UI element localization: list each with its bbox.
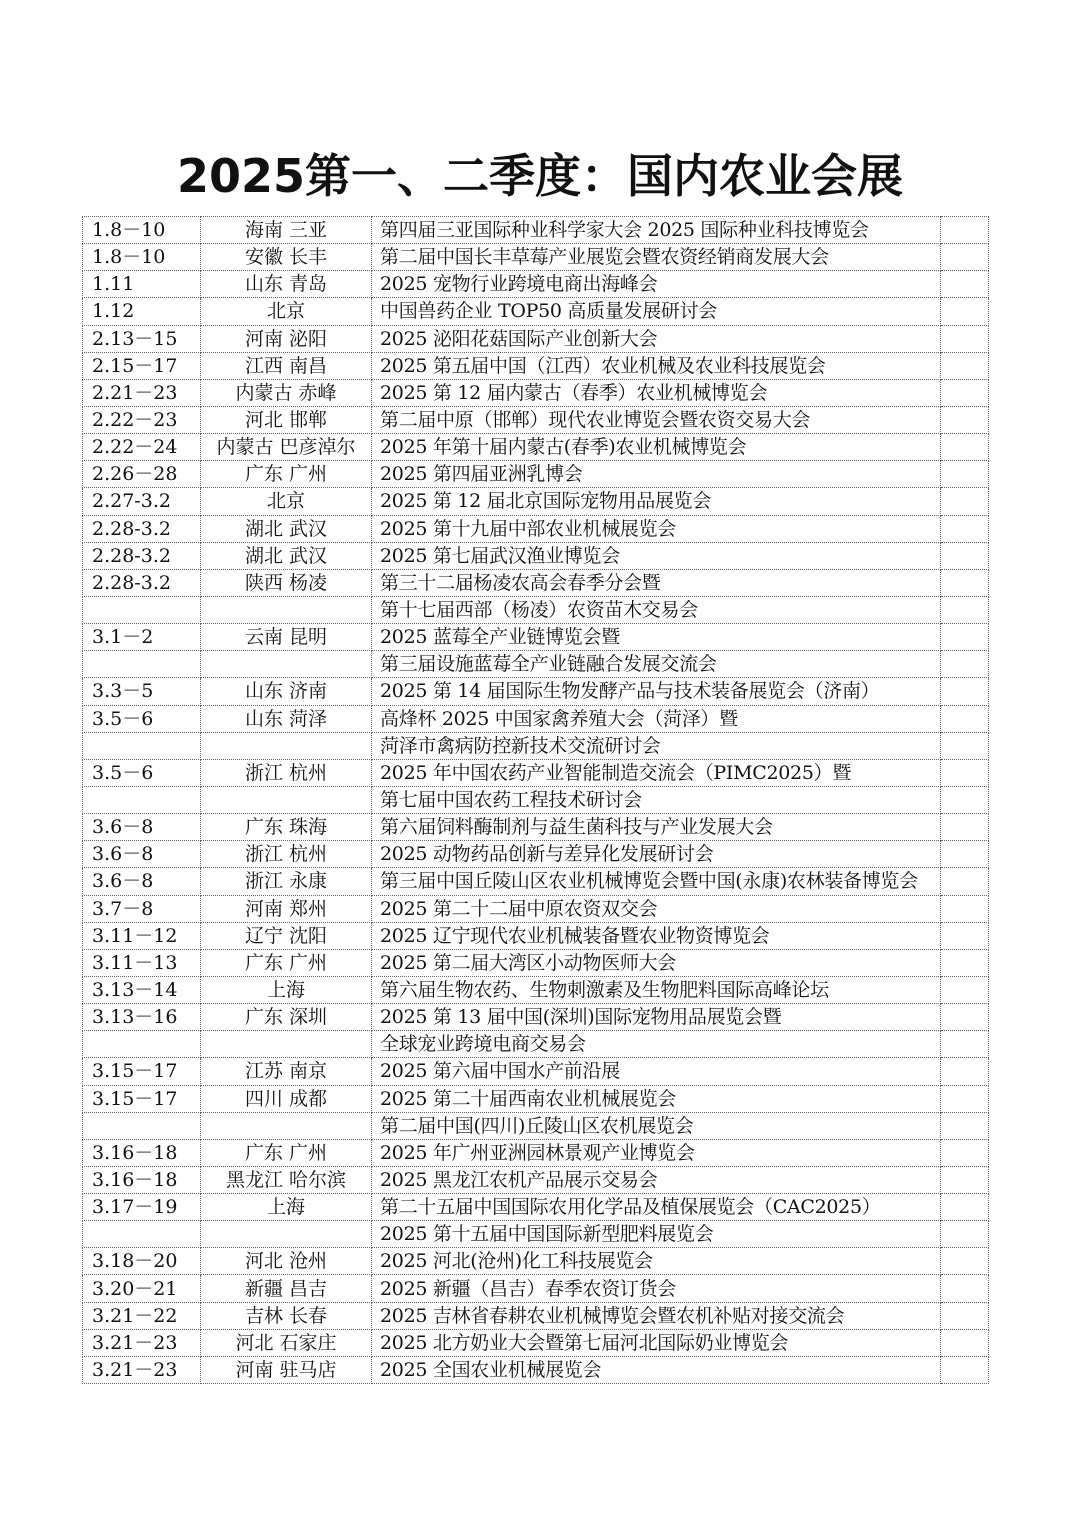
table-row xyxy=(83,814,989,841)
date-cell: 3.3－5 xyxy=(83,678,201,705)
event-cell: 2025 第十五届中国国际新型肥料展览会 xyxy=(372,1221,941,1248)
table-row xyxy=(83,1031,989,1058)
location-cell: 湖北 武汉 xyxy=(201,515,372,542)
empty-cell xyxy=(941,814,989,841)
date-cell: 3.5－6 xyxy=(83,759,201,786)
table-row xyxy=(83,461,989,488)
table-row xyxy=(83,406,989,433)
empty-cell xyxy=(941,542,989,569)
exhibition-table xyxy=(82,216,989,1384)
location-cell: 浙江 杭州 xyxy=(201,759,372,786)
location-cell: 辽宁 沈阳 xyxy=(201,922,372,949)
date-cell: 1.8－10 xyxy=(83,244,201,271)
table-row xyxy=(83,488,989,515)
event-cell: 第七届中国农药工程技术研讨会 xyxy=(372,786,941,813)
table-row xyxy=(83,569,989,596)
empty-cell xyxy=(941,759,989,786)
page-title: 2025第一、二季度：国内农业会展 xyxy=(176,149,904,203)
table-row xyxy=(83,298,989,325)
table-row xyxy=(83,271,989,298)
event-cell: 2025 蓝莓全产业链博览会暨 xyxy=(372,624,941,651)
empty-cell xyxy=(941,271,989,298)
location-cell: 陕西 杨凌 xyxy=(201,569,372,596)
event-cell: 2025 年第十届内蒙古(春季)农业机械博览会 xyxy=(372,434,941,461)
date-cell xyxy=(83,1112,201,1139)
location-cell: 吉林 长春 xyxy=(201,1302,372,1329)
event-cell: 2025 第二届大湾区小动物医师大会 xyxy=(372,949,941,976)
location-cell: 安徽 长丰 xyxy=(201,244,372,271)
date-cell: 3.21－22 xyxy=(83,1302,201,1329)
empty-cell xyxy=(941,976,989,1003)
empty-cell xyxy=(941,922,989,949)
table-row xyxy=(83,624,989,651)
empty-cell xyxy=(941,1004,989,1031)
table-row xyxy=(83,434,989,461)
location-cell: 黑龙江 哈尔滨 xyxy=(201,1166,372,1193)
event-cell: 2025 泌阳花菇国际产业创新大会 xyxy=(372,325,941,352)
location-cell: 河北 沧州 xyxy=(201,1248,372,1275)
event-cell: 2025 第 12 届北京国际宠物用品展览会 xyxy=(372,488,941,515)
date-cell: 2.28-3.2 xyxy=(83,542,201,569)
table-row xyxy=(83,705,989,732)
table-row xyxy=(83,1058,989,1085)
date-cell: 3.15－17 xyxy=(83,1058,201,1085)
table-row xyxy=(83,922,989,949)
empty-cell xyxy=(941,624,989,651)
event-cell: 2025 新疆（昌吉）春季农资订货会 xyxy=(372,1275,941,1302)
table-row xyxy=(83,1166,989,1193)
location-cell xyxy=(201,1221,372,1248)
table-row xyxy=(83,1248,989,1275)
date-cell xyxy=(83,1031,201,1058)
table-row xyxy=(83,651,989,678)
location-cell: 浙江 永康 xyxy=(201,868,372,895)
location-cell: 广东 广州 xyxy=(201,1139,372,1166)
date-cell: 3.5－6 xyxy=(83,705,201,732)
location-cell: 河北 邯郸 xyxy=(201,406,372,433)
empty-cell xyxy=(941,841,989,868)
table-row xyxy=(83,868,989,895)
date-cell: 3.7－8 xyxy=(83,895,201,922)
date-cell: 3.13－14 xyxy=(83,976,201,1003)
date-cell: 3.21－23 xyxy=(83,1356,201,1383)
location-cell: 内蒙古 巴彦淖尔 xyxy=(201,434,372,461)
event-cell: 2025 河北(沧州)化工科技展览会 xyxy=(372,1248,941,1275)
event-cell: 2025 吉林省春耕农业机械博览会暨农机补贴对接交流会 xyxy=(372,1302,941,1329)
location-cell: 河南 泌阳 xyxy=(201,325,372,352)
date-cell: 2.22－23 xyxy=(83,406,201,433)
date-cell: 3.6－8 xyxy=(83,814,201,841)
event-cell: 2025 第十九届中部农业机械展览会 xyxy=(372,515,941,542)
empty-cell xyxy=(941,434,989,461)
table-row xyxy=(83,1004,989,1031)
event-cell: 2025 动物药品创新与差异化发展研讨会 xyxy=(372,841,941,868)
event-cell: 2025 年广州亚洲园林景观产业博览会 xyxy=(372,1139,941,1166)
date-cell: 3.6－8 xyxy=(83,868,201,895)
location-cell: 河北 石家庄 xyxy=(201,1329,372,1356)
location-cell: 山东 济南 xyxy=(201,678,372,705)
empty-cell xyxy=(941,1248,989,1275)
empty-cell xyxy=(941,895,989,922)
event-cell: 2025 第二十届西南农业机械展览会 xyxy=(372,1085,941,1112)
table-row xyxy=(83,596,989,623)
event-cell: 第二届中国(四川)丘陵山区农机展览会 xyxy=(372,1112,941,1139)
empty-cell xyxy=(941,488,989,515)
date-cell: 3.18－20 xyxy=(83,1248,201,1275)
date-cell: 3.11－13 xyxy=(83,949,201,976)
date-cell: 1.12 xyxy=(83,298,201,325)
table-row xyxy=(83,352,989,379)
table-row xyxy=(83,949,989,976)
empty-cell xyxy=(941,298,989,325)
empty-cell xyxy=(941,569,989,596)
table-row xyxy=(83,786,989,813)
table-row xyxy=(83,1221,989,1248)
event-cell: 2025 黑龙江农机产品展示交易会 xyxy=(372,1166,941,1193)
event-cell: 2025 第二十二届中原农资双交会 xyxy=(372,895,941,922)
event-cell: 2025 全国农业机械展览会 xyxy=(372,1356,941,1383)
location-cell: 江西 南昌 xyxy=(201,352,372,379)
location-cell: 海南 三亚 xyxy=(201,217,372,244)
empty-cell xyxy=(941,352,989,379)
event-cell: 菏泽市禽病防控新技术交流研讨会 xyxy=(372,732,941,759)
event-cell: 2025 辽宁现代农业机械装备暨农业物资博览会 xyxy=(372,922,941,949)
event-cell: 第三届设施蓝莓全产业链融合发展交流会 xyxy=(372,651,941,678)
location-cell xyxy=(201,732,372,759)
empty-cell xyxy=(941,732,989,759)
table-row xyxy=(83,515,989,542)
table-row xyxy=(83,1194,989,1221)
location-cell: 四川 成都 xyxy=(201,1085,372,1112)
date-cell: 2.13－15 xyxy=(83,325,201,352)
event-cell: 2025 第六届中国水产前沿展 xyxy=(372,1058,941,1085)
location-cell xyxy=(201,786,372,813)
location-cell xyxy=(201,1112,372,1139)
table-row xyxy=(83,379,989,406)
event-cell: 第二届中国长丰草莓产业展览会暨农资经销商发展大会 xyxy=(372,244,941,271)
location-cell: 山东 青岛 xyxy=(201,271,372,298)
empty-cell xyxy=(941,1139,989,1166)
location-cell: 新疆 昌吉 xyxy=(201,1275,372,1302)
event-cell: 全球宠业跨境电商交易会 xyxy=(372,1031,941,1058)
table-row xyxy=(83,1302,989,1329)
date-cell xyxy=(83,651,201,678)
event-cell: 2025 第 13 届中国(深圳)国际宠物用品展览会暨 xyxy=(372,1004,941,1031)
date-cell: 3.13－16 xyxy=(83,1004,201,1031)
location-cell: 北京 xyxy=(201,488,372,515)
date-cell: 3.15－17 xyxy=(83,1085,201,1112)
date-cell: 2.27-3.2 xyxy=(83,488,201,515)
table-row xyxy=(83,1329,989,1356)
empty-cell xyxy=(941,596,989,623)
location-cell: 江苏 南京 xyxy=(201,1058,372,1085)
location-cell: 山东 菏泽 xyxy=(201,705,372,732)
empty-cell xyxy=(941,651,989,678)
table-row xyxy=(83,895,989,922)
location-cell: 上海 xyxy=(201,976,372,1003)
empty-cell xyxy=(941,949,989,976)
event-cell: 2025 第七届武汉渔业博览会 xyxy=(372,542,941,569)
location-cell: 广东 珠海 xyxy=(201,814,372,841)
table-row xyxy=(83,678,989,705)
date-cell: 2.21－23 xyxy=(83,379,201,406)
event-cell: 第三届中国丘陵山区农业机械博览会暨中国(永康)农林装备博览会 xyxy=(372,868,941,895)
location-cell: 云南 昆明 xyxy=(201,624,372,651)
empty-cell xyxy=(941,325,989,352)
date-cell: 3.11－12 xyxy=(83,922,201,949)
date-cell xyxy=(83,596,201,623)
date-cell xyxy=(83,732,201,759)
event-cell: 高烽杯 2025 中国家禽养殖大会（菏泽）暨 xyxy=(372,705,941,732)
empty-cell xyxy=(941,1221,989,1248)
empty-cell xyxy=(941,379,989,406)
event-cell: 中国兽药企业 TOP50 高质量发展研讨会 xyxy=(372,298,941,325)
table-row xyxy=(83,325,989,352)
empty-cell xyxy=(941,1058,989,1085)
event-cell: 2025 第四届亚洲乳博会 xyxy=(372,461,941,488)
exhibition-table-body xyxy=(83,217,989,1384)
location-cell xyxy=(201,596,372,623)
date-cell: 3.16－18 xyxy=(83,1139,201,1166)
table-row xyxy=(83,1275,989,1302)
date-cell: 3.1－2 xyxy=(83,624,201,651)
location-cell xyxy=(201,1031,372,1058)
empty-cell xyxy=(941,217,989,244)
event-cell: 第六届饲料酶制剂与益生菌科技与产业发展大会 xyxy=(372,814,941,841)
event-cell: 2025 第 14 届国际生物发酵产品与技术装备展览会（济南） xyxy=(372,678,941,705)
date-cell: 1.8－10 xyxy=(83,217,201,244)
date-cell: 3.20－21 xyxy=(83,1275,201,1302)
empty-cell xyxy=(941,705,989,732)
event-cell: 2025 北方奶业大会暨第七届河北国际奶业博览会 xyxy=(372,1329,941,1356)
empty-cell xyxy=(941,1031,989,1058)
event-cell: 第十七届西部（杨凌）农资苗木交易会 xyxy=(372,596,941,623)
table-row xyxy=(83,1356,989,1383)
empty-cell xyxy=(941,1166,989,1193)
empty-cell xyxy=(941,868,989,895)
location-cell: 北京 xyxy=(201,298,372,325)
table-row xyxy=(83,1139,989,1166)
date-cell: 3.17－19 xyxy=(83,1194,201,1221)
table-row xyxy=(83,217,989,244)
empty-cell xyxy=(941,1275,989,1302)
date-cell: 2.22－24 xyxy=(83,434,201,461)
event-cell: 2025 宠物行业跨境电商出海峰会 xyxy=(372,271,941,298)
empty-cell xyxy=(941,244,989,271)
table-row xyxy=(83,732,989,759)
event-cell: 第六届生物农药、生物刺激素及生物肥料国际高峰论坛 xyxy=(372,976,941,1003)
empty-cell xyxy=(941,461,989,488)
empty-cell xyxy=(941,1356,989,1383)
date-cell: 2.26－28 xyxy=(83,461,201,488)
empty-cell xyxy=(941,406,989,433)
location-cell: 河南 驻马店 xyxy=(201,1356,372,1383)
location-cell: 内蒙古 赤峰 xyxy=(201,379,372,406)
location-cell: 广东 广州 xyxy=(201,461,372,488)
empty-cell xyxy=(941,786,989,813)
empty-cell xyxy=(941,1302,989,1329)
date-cell: 2.28-3.2 xyxy=(83,515,201,542)
event-cell: 2025 年中国农药产业智能制造交流会（PIMC2025）暨 xyxy=(372,759,941,786)
location-cell: 广东 深圳 xyxy=(201,1004,372,1031)
event-cell: 第二届中原（邯郸）现代农业博览会暨农资交易大会 xyxy=(372,406,941,433)
event-cell: 2025 第五届中国（江西）农业机械及农业科技展览会 xyxy=(372,352,941,379)
table-row xyxy=(83,1112,989,1139)
date-cell xyxy=(83,1221,201,1248)
event-cell: 第四届三亚国际种业科学家大会 2025 国际种业科技博览会 xyxy=(372,217,941,244)
empty-cell xyxy=(941,678,989,705)
date-cell xyxy=(83,786,201,813)
event-cell: 第二十五届中国国际农用化学品及植保展览会（CAC2025） xyxy=(372,1194,941,1221)
empty-cell xyxy=(941,515,989,542)
table-row xyxy=(83,759,989,786)
table-row xyxy=(83,542,989,569)
empty-cell xyxy=(941,1112,989,1139)
date-cell: 2.15－17 xyxy=(83,352,201,379)
date-cell: 1.11 xyxy=(83,271,201,298)
event-cell: 2025 第 12 届内蒙古（春季）农业机械博览会 xyxy=(372,379,941,406)
event-cell: 第三十二届杨凌农高会春季分会暨 xyxy=(372,569,941,596)
empty-cell xyxy=(941,1329,989,1356)
date-cell: 2.28-3.2 xyxy=(83,569,201,596)
date-cell: 3.21－23 xyxy=(83,1329,201,1356)
table-row xyxy=(83,841,989,868)
table-row xyxy=(83,244,989,271)
date-cell: 3.6－8 xyxy=(83,841,201,868)
location-cell xyxy=(201,651,372,678)
empty-cell xyxy=(941,1085,989,1112)
location-cell: 上海 xyxy=(201,1194,372,1221)
location-cell: 湖北 武汉 xyxy=(201,542,372,569)
table-row xyxy=(83,1085,989,1112)
location-cell: 广东 广州 xyxy=(201,949,372,976)
empty-cell xyxy=(941,1194,989,1221)
location-cell: 浙江 杭州 xyxy=(201,841,372,868)
date-cell: 3.16－18 xyxy=(83,1166,201,1193)
location-cell: 河南 郑州 xyxy=(201,895,372,922)
table-row xyxy=(83,976,989,1003)
